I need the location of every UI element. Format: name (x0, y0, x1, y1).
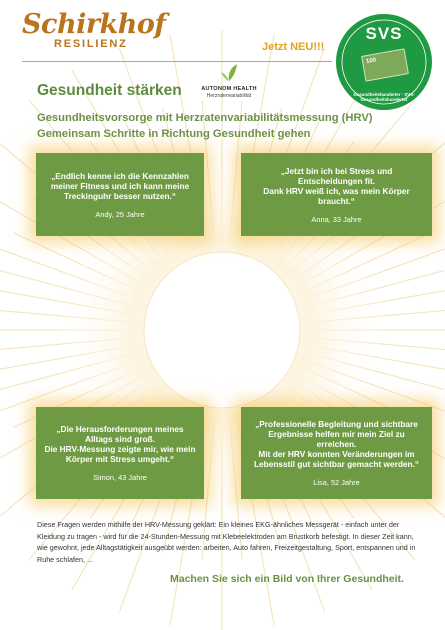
testimonial-card (241, 153, 432, 236)
testimonial-card (36, 153, 204, 236)
testimonial-author: Andy, 25 Jahre (95, 209, 145, 219)
testimonial-author: Lisa, 52 Jahre (313, 478, 360, 487)
badge-ring-text: Gesundheitshunderter · SVS-Gesundheitshunderter (353, 92, 415, 102)
testimonial-card (241, 407, 432, 499)
heading-row (37, 82, 182, 100)
svs-badge (335, 13, 433, 111)
testimonial-quote: „Professionelle Begleitung und sichtbare Ergebnisse helfen mir mein Ziel zu erreichen. Mit der HRV konnten Veränderungen im Lebensstil gut sichtbar gemacht werden.“ (253, 419, 420, 469)
badge-title: SVS (365, 24, 403, 43)
testimonial-quote: „Die Herausforderungen meines Alltags sind groß. Die HRV-Messung zeigte mir, wie mein Körper mit Stress umgeht.“ (44, 424, 196, 464)
partner-sub: Herzratenvariabilität (206, 93, 252, 99)
page-title: Gesundheit stärken (37, 82, 182, 99)
autonom-health-logo (196, 62, 262, 99)
testimonial-quote: „Jetzt bin ich bei Stress und Entscheidungen fit. Dank HRV weiß ich, was mein Körper braucht.“ (263, 165, 410, 206)
banknote-value: 100 (365, 57, 377, 66)
testimonial-author: Simon, 43 Jahre (93, 473, 147, 482)
partner-name: AUTONOM HEALTH (201, 86, 257, 92)
leaf-icon (219, 62, 239, 82)
new-label: Jetzt NEU!!! (262, 41, 325, 53)
body-paragraph: Diese Fragen werden mithilfe der HRV-Messung geklärt: Ein kleines EKG-ähnliches Messgerät - einfach unter der Kleidung zu tragen - wird für die 24-Stunden-Messung mit Klebeelektroden am Brustkorb befestigt. In dieser Zeit kann, wie gewohnt, jede Alltagstätigkeit ausgeübt werden: arbeiten, Auto fahren, Freizeitgestaltung, Sport, entspannen und in Ruhe schlafen, ... (37, 520, 416, 564)
header-divider (22, 61, 332, 62)
subheading-2: Gemeinsam Schritte in Richtung Gesundheit gehen (37, 128, 311, 140)
testimonial-author: Anna, 33 Jahre (311, 214, 362, 224)
subheading-1: Gesundheitsvorsorge mit Herzratenvariabilitätsmessung (HRV) (37, 112, 373, 124)
logo-tagline: RESILIENZ (54, 38, 128, 50)
logo-script: Schirkhof (22, 9, 166, 40)
schirkhof-logo (22, 10, 166, 50)
call-to-action: Machen Sie sich ein Bild von Ihrer Gesundheit. (170, 573, 404, 585)
testimonial-quote: „Endlich kenne ich die Kennzahlen meiner Fitness und ich kann meine Treckinguhr besser nutzen.“ (50, 170, 190, 201)
testimonial-card (36, 407, 204, 499)
